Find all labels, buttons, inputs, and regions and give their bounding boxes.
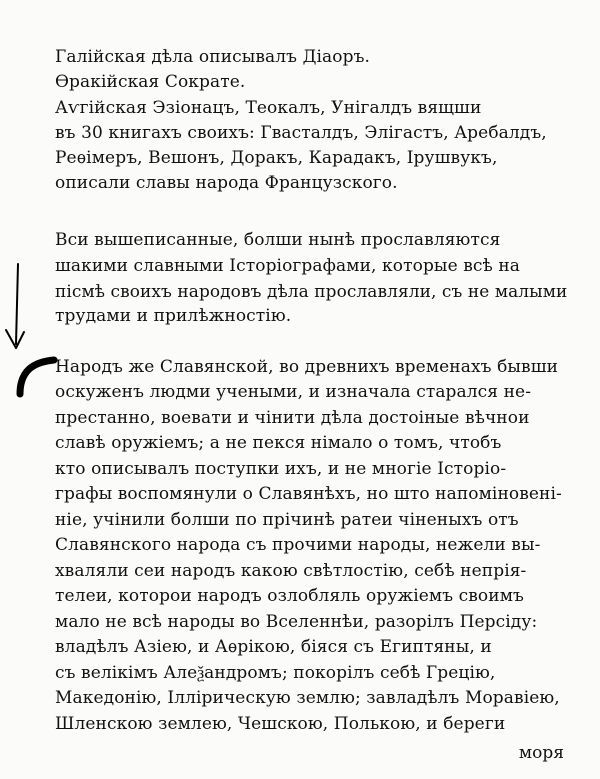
text-line: Македонію, Іллірическую землю; завладѣлъ Моравіею, bbox=[55, 688, 560, 708]
text-line: хваляли сеи народъ какою свѣтлостію, себѣ непрія- bbox=[55, 561, 527, 581]
text-line: Вси вышеписанные, болши нынѣ прославляются bbox=[55, 230, 501, 250]
catchword: моря bbox=[518, 743, 564, 763]
text-line: Шленскою землею, Чешскою, Полькою, и береги bbox=[55, 714, 506, 734]
text-line: оскуженъ людми учеными, и изначала старался не- bbox=[55, 382, 532, 402]
text-line: графы воспомянули о Славянѣхъ, но што напоміновені- bbox=[55, 484, 562, 504]
text-line: съ велікімъ Алеѯандромъ; покорілъ себѣ Грецію, bbox=[55, 663, 496, 683]
text-line: Народъ же Славянской, во древнихъ временахъ бывши bbox=[55, 357, 559, 377]
text-line: славѣ оружіемъ; а не пекся німало о томъ, чтобъ bbox=[55, 433, 502, 453]
text-line: ніе, учінили болши по прічинѣ ратеи чіненыхъ отъ bbox=[55, 510, 519, 530]
text-line: Ѳракійская Сократе. bbox=[55, 72, 246, 92]
text-line: мало не всѣ народы во Вселеннѣи, разорілъ Персіду: bbox=[55, 612, 538, 632]
text-line: Славянского народа съ прочими народы, нежели вы- bbox=[55, 535, 541, 555]
text-line: престанно, воевати и чінити дѣла достоіные вѣчнои bbox=[55, 408, 530, 428]
text-line: въ 30 книгахъ своихъ: Гвасталдъ, Элігастъ, Аребалдъ, bbox=[55, 123, 547, 143]
text-line: Галійская дѣла описывалъ Діаоръ. bbox=[55, 47, 371, 67]
handwritten-arrow-mark bbox=[0, 258, 60, 398]
text-line: Аѵгійская Эзіонацъ, Теокалъ, Унігалдъ вящши bbox=[55, 98, 482, 118]
text-line: описали славы народа Французского. bbox=[55, 173, 398, 193]
text-line: шакими славными Історіографами, которые всѣ на bbox=[55, 256, 521, 276]
text-line: владѣлъ Азіею, и Аѳрікою, біяся съ Египтяны, и bbox=[55, 637, 492, 657]
text-line: кто описывалъ поступки ихъ, и не многіе Історіо- bbox=[55, 459, 507, 479]
text-line: трудами и прилѣжностію. bbox=[55, 306, 292, 326]
text-line: Реѳімеръ, Вешонъ, Доракъ, Карадакъ, Ірушвукъ, bbox=[55, 148, 498, 168]
text-line: телеи, которои народъ озлобляль оружіемъ своимъ bbox=[55, 586, 524, 606]
text-line: пісмѣ своихъ народовъ дѣла прославляли, съ не малыми bbox=[55, 281, 568, 301]
